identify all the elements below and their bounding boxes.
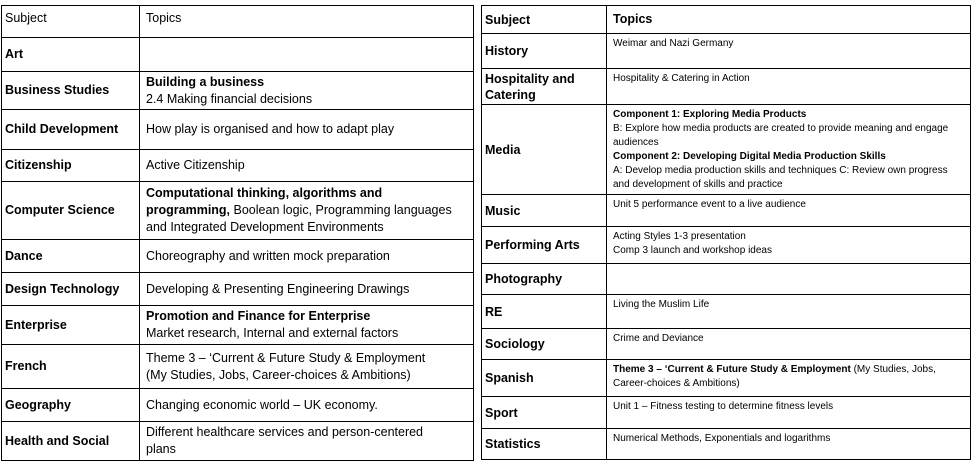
topics-cell: [140, 110, 474, 150]
topic-line: [146, 248, 473, 265]
topic-text: 2.4 Making financial decisions: [146, 91, 313, 106]
subject-column-header: Subject: [482, 6, 607, 34]
left-topics-table: [1, 5, 474, 461]
topic-text: Changing economic world – UK economy.: [146, 397, 378, 412]
topics-cell: [140, 182, 474, 240]
subject-cell: French: [2, 345, 140, 389]
topic-text: Unit 5 performance event to a live audience: [613, 199, 806, 210]
table-row: [482, 429, 971, 460]
topic-text: Active Citizenship: [146, 158, 245, 172]
subject-cell: Art: [2, 38, 140, 72]
subject-cell: Child Development: [2, 110, 140, 150]
topic-text: Living the Muslim Life: [613, 299, 710, 310]
table-row: [482, 360, 971, 397]
topic-text: How play is organised and how to adapt play: [146, 122, 395, 136]
topic-line: [613, 377, 967, 391]
topic-line: [613, 230, 967, 244]
topic-text: Building a business: [146, 74, 265, 89]
subject-cell: History: [482, 34, 607, 69]
topics-cell: [607, 360, 971, 397]
topic-text: Component 2: Developing Digital Media Production Skills: [613, 151, 886, 162]
topic-line: [146, 424, 473, 441]
topic-line: [613, 164, 967, 178]
topic-text: Acting Styles 1-3 presentation: [613, 231, 746, 242]
topic-line: [613, 37, 967, 51]
table-header-row: [482, 6, 971, 34]
topic-text: Hospitality & Catering in Action: [613, 73, 750, 84]
topic-line: [613, 150, 967, 164]
table-row: [482, 34, 971, 69]
topic-line: [613, 244, 967, 258]
table-row: [482, 195, 971, 227]
subject-column-header: Subject: [2, 6, 140, 38]
topic-text: and Integrated Development Environments: [146, 220, 384, 234]
topic-text: Computational thinking, algorithms and: [146, 186, 383, 200]
table-row: [482, 69, 971, 105]
topic-text: plans: [146, 442, 176, 456]
topics-cell: [607, 34, 971, 69]
table-row: [2, 38, 474, 72]
topic-line: [146, 308, 473, 325]
topic-line: [146, 397, 473, 414]
topic-line: [613, 108, 967, 122]
topics-column-header: Topics: [140, 6, 474, 38]
topic-text: Different healthcare services and person-centered: [146, 425, 424, 439]
topic-text: audiences: [613, 137, 659, 148]
topic-text: programming,: [146, 203, 231, 217]
subject-cell: Sport: [482, 397, 607, 429]
left-table-body: [2, 6, 474, 461]
table-header-row: [2, 6, 474, 38]
subject-cell: Sociology: [482, 329, 607, 360]
subject-cell: Citizenship: [2, 150, 140, 182]
topic-line: [146, 185, 473, 202]
table-row: [2, 110, 474, 150]
subject-cell: Media: [482, 105, 607, 195]
subject-cell: Dance: [2, 240, 140, 273]
topics-cell: [140, 273, 474, 306]
topic-text: Career-choices & Ambitions): [613, 378, 740, 389]
topic-text: A: Develop media production skills and techniques C: Review own progress: [613, 165, 948, 176]
topic-text: Crime and Deviance: [613, 333, 704, 344]
subject-cell: Business Studies: [2, 72, 140, 110]
topic-line: [613, 122, 967, 136]
table-row: [2, 422, 474, 461]
topic-text: Comp 3 launch and workshop ideas: [613, 245, 772, 256]
subject-cell: Spanish: [482, 360, 607, 397]
table-row: [482, 264, 971, 295]
table-row: [2, 150, 474, 182]
topic-line: [146, 441, 473, 458]
topic-text: Theme 3 – ‘Current & Future Study & Employment: [146, 350, 426, 365]
topic-text: Numerical Methods, Exponentials and logarithms: [613, 433, 831, 444]
table-row: [2, 345, 474, 389]
topics-cell: [607, 227, 971, 264]
topics-cell: [607, 69, 971, 105]
topic-line: [613, 198, 967, 212]
topic-line: [613, 72, 967, 86]
topics-cell: [607, 295, 971, 329]
subject-cell: Hospitality and Catering: [482, 69, 607, 105]
topic-line: [146, 91, 473, 108]
topic-text: Market research, Internal and external factors: [146, 326, 399, 340]
topics-cell: [140, 240, 474, 273]
subject-cell: Music: [482, 195, 607, 227]
table-row: [482, 227, 971, 264]
topics-cell: [140, 38, 474, 72]
topic-line: [146, 325, 473, 342]
topics-cell: [607, 397, 971, 429]
table-row: [482, 105, 971, 195]
table-row: [2, 306, 474, 345]
topics-cell: [140, 72, 474, 110]
topics-cell: [140, 150, 474, 182]
topics-cell: [607, 105, 971, 195]
topic-line: [613, 432, 967, 446]
topic-text: B: Explore how media products are created to provide meaning and engage: [613, 123, 949, 134]
right-topics-table: [481, 5, 971, 460]
table-row: [2, 72, 474, 110]
right-table-body: [482, 6, 971, 460]
topics-cell: [607, 264, 971, 295]
topic-line: [146, 367, 473, 384]
table-row: [2, 273, 474, 306]
topics-cell: [140, 345, 474, 389]
topics-cell: [140, 306, 474, 345]
topic-line: [613, 298, 967, 312]
topic-text: (My Studies, Jobs, Career-choices & Ambitions): [146, 367, 411, 382]
table-row: [2, 182, 474, 240]
topic-line: [146, 121, 473, 138]
topics-cell: [607, 195, 971, 227]
topic-text: Component 1: Exploring Media Products: [613, 109, 807, 120]
subject-cell: Performing Arts: [482, 227, 607, 264]
topics-cell: [607, 429, 971, 460]
subject-cell: RE: [482, 295, 607, 329]
subject-cell: Health and Social: [2, 422, 140, 461]
topics-cell: [140, 422, 474, 461]
topic-line: [613, 400, 967, 414]
topic-text: (My Studies, Jobs,: [850, 364, 936, 375]
topic-text: and development of skills and practice: [613, 179, 783, 190]
topics-cell: [140, 389, 474, 422]
table-row: [482, 329, 971, 360]
subject-cell: Geography: [2, 389, 140, 422]
topic-line: [146, 202, 473, 219]
topic-text: Unit 1 – Fitness testing to determine fitness levels: [613, 401, 834, 412]
topic-line: [613, 136, 967, 150]
topics-cell: [607, 329, 971, 360]
topic-line: [146, 157, 473, 174]
topic-line: [146, 74, 473, 91]
topic-line: [613, 332, 967, 346]
subject-cell: Photography: [482, 264, 607, 295]
topics-column-header: Topics: [607, 6, 971, 34]
topic-text: Promotion and Finance for Enterprise: [146, 309, 371, 323]
topic-text: Developing & Presenting Engineering Drawings: [146, 281, 410, 296]
topic-text: Weimar and Nazi Germany: [613, 38, 734, 49]
subject-cell: Design Technology: [2, 273, 140, 306]
topic-line: [613, 178, 967, 192]
table-row: [482, 295, 971, 329]
topic-text: Boolean logic, Programming languages: [230, 203, 452, 217]
table-row: [2, 389, 474, 422]
topic-line: [146, 281, 473, 298]
topic-text: Choreography and written mock preparation: [146, 248, 390, 263]
topic-line: [146, 350, 473, 367]
topic-line: [613, 363, 967, 377]
subject-cell: Computer Science: [2, 182, 140, 240]
table-row: [2, 240, 474, 273]
topic-text: Theme 3 – ‘Current & Future Study & Employment: [613, 364, 851, 375]
topic-line: [146, 219, 473, 236]
subject-cell: Enterprise: [2, 306, 140, 345]
subject-cell: Statistics: [482, 429, 607, 460]
table-row: [482, 397, 971, 429]
